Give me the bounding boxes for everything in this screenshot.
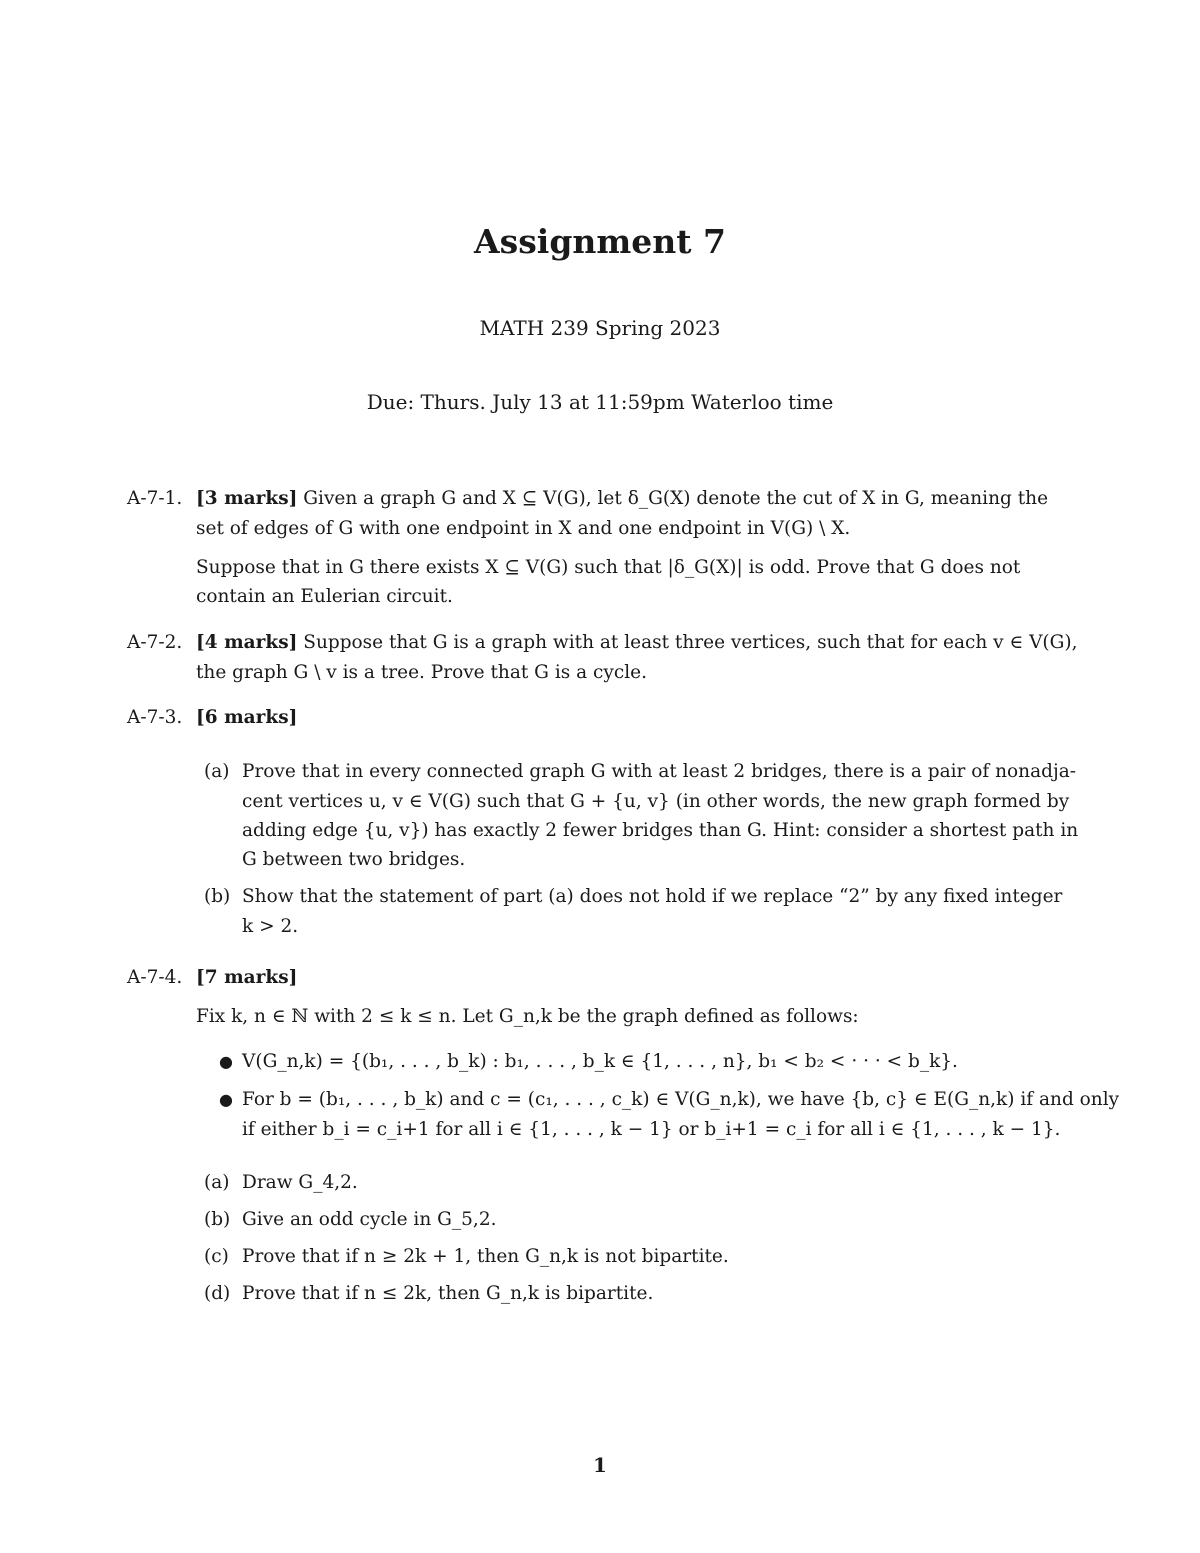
part-label: (d) [204,1283,231,1304]
problem-line: Suppose that G is a graph with at least three vertices, such that for each v ∈ V(G), [303,632,1078,653]
problem-number: A-7-3. [127,707,183,728]
part-line: Draw G_4,2. [242,1172,358,1193]
due-line: Due: Thurs. July 13 at 11:59pm Waterloo time [366,390,834,414]
course-line: MATH 239 Spring 2023 [479,316,721,340]
part-line: k > 2. [242,916,299,937]
part-label: (a) [204,1172,230,1193]
part-line: Prove that if n ≤ 2k, then G_n,k is bipartite. [242,1283,654,1304]
problem-marks: [7 marks] [196,967,298,988]
part-label: (b) [204,1209,231,1230]
bullet-line: For b = (b₁, . . . , b_k) and c = (c₁, . . . , c_k) ∈ V(G_n,k), we have {b, c} ∈ E(G_n,k) if and only [242,1089,1120,1110]
problem-marks: [4 marks] [196,632,298,653]
problem-marks-line [196,965,297,991]
problem-line: set of edges of G with one endpoint in X and one endpoint in V(G) \ X. [196,518,851,539]
problem-label [127,707,182,728]
bullet-line: if either b_i = c_i+1 for all i ∈ {1, . . . , k − 1} or b_i+1 = c_i for all i ∈ {1, . . . , k − 1}. [242,1119,1061,1140]
bullet-icon: ● [219,1052,233,1071]
part-line: G between two bridges. [242,849,466,870]
part-line: cent vertices u, v ∈ V(G) such that G + {u, v} (in other words, the new graph formed by [242,791,1070,812]
problem-marks: [6 marks] [196,707,298,728]
part-line: Prove that if n ≥ 2k + 1, then G_n,k is not bipartite. [242,1246,729,1267]
problem-line: Given a graph G and X ⊆ V(G), let δ_G(X) denote the cut of X in G, meaning the [303,488,1049,509]
bullet-icon: ● [219,1090,233,1109]
problem-intro: Fix k, n ∈ ℕ with 2 ≤ k ≤ n. Let G_n,k be the graph defined as follows: [196,1006,859,1027]
part-line: Show that the statement of part (a) does not hold if we replace “2” by any fixed integer [242,886,1063,907]
page-title: Assignment 7 [474,222,726,261]
part-line: Give an odd cycle in G_5,2. [242,1209,497,1230]
problem-number: A-7-4. [127,967,183,988]
problem-line: contain an Eulerian circuit. [196,586,453,607]
problem-text-line [196,486,1048,512]
problem-marks: [3 marks] [196,488,298,509]
problem-label [127,632,182,653]
problem-label [127,488,182,509]
bullet-line: V(G_n,k) = {(b₁, . . . , b_k) : b₁, . . . , b_k ∈ {1, . . . , n}, b₁ < b₂ < · · · < b_k}. [242,1051,958,1072]
problem-line: the graph G \ v is a tree. Prove that G is a cycle. [196,662,647,683]
page-number: 1 [593,1453,607,1477]
part-line: Prove that in every connected graph G with at least 2 bridges, there is a pair of nonadja- [242,761,1076,782]
problem-text-line [196,630,1078,656]
problem-label [127,967,182,988]
problem-number: A-7-1. [127,488,183,509]
problem-marks-line [196,705,297,731]
part-line: adding edge {u, v}) has exactly 2 fewer bridges than G. Hint: consider a shortest path in [242,820,1079,841]
part-label: (b) [204,886,231,907]
part-label: (c) [204,1246,229,1267]
part-label: (a) [204,761,230,782]
problem-number: A-7-2. [127,632,183,653]
problem-line: Suppose that in G there exists X ⊆ V(G) such that |δ_G(X)| is odd. Prove that G does not [196,557,1021,578]
